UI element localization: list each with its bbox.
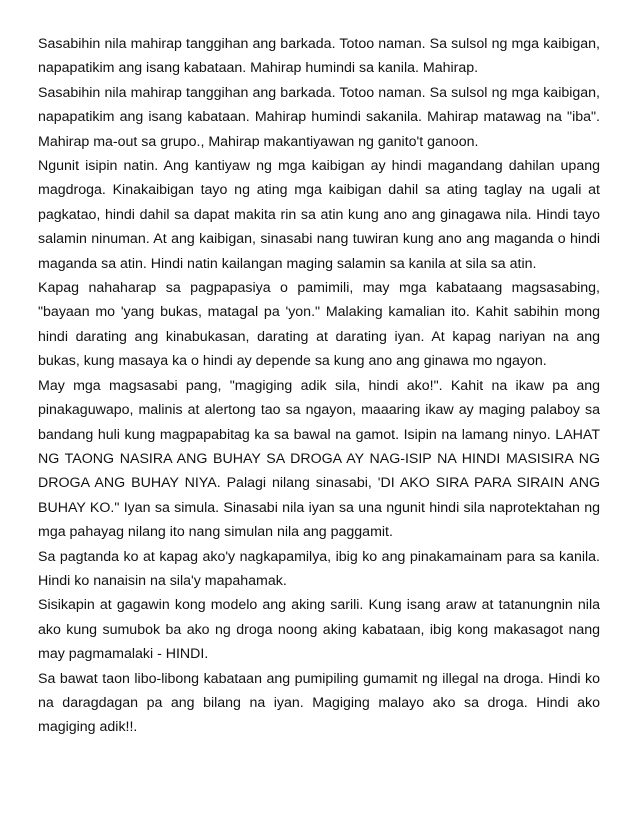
paragraph-6: Sa pagtanda ko at kapag ako'y nagkapamilya, ibig ko ang pinakamainam para sa kanila. Hindi ko nanaisin na sila'y mapahamak. [38, 548, 600, 589]
paragraph-3: Ngunit isipin natin. Ang kantiyaw ng mga kaibigan ay hindi magandang dahilan upang magdroga. Kinakaibigan tayo ng ating mga kaibigan dahil sa ating taglay na ugali at pagkatao, hindi dahil sa dapat makita rin sa atin kung ano ang ginagawa nila. Hindi tayo salamin ninuman. At ang kaibigan, sinasabi nang tuwiran kung ano ang maganda o hindi maganda sa atin. Hindi natin kailangan maging salamin sa kanila at sila sa atin. [38, 158, 600, 272]
paragraph-4: Kapag nahaharap sa pagpapasiya o pamimili, may mga kabataang magsasabing, "bayaan mo 'yang bukas, matagal pa 'yon." Malaking kamalian ito. Kahit sabihin mong hindi darating ang kinabukasan, darating at darating iyan. At kapag nariyan na ang bukas, kung masaya ka o hindi ay depende sa kung ano ang ginawa mo ngayon. [38, 280, 600, 370]
paragraph-5: May mga magsasabi pang, "magiging adik sila, hindi ako!". Kahit na ikaw pa ang pinakaguwapo, malinis at alertong tao sa ngayon, maaaring ikaw ay maging palaboy sa bandang huli kung magpapabitag ka sa bawal na gamot. Isipin na lamang ninyo. LAHAT NG TAONG NASIRA ANG BUHAY SA DROGA AY NAG-ISIP NA HINDI MASISIRA NG DROGA ANG BUHAY NIYA. Palagi nilang sinasabi, 'DI AKO SIRA PARA SIRAIN ANG BUHAY KO." Iyan sa simula. Sinasabi nila iyan sa una ngunit hindi sila naprotektahan ng mga pahayag nilang ito nang simulan nila ang paggamit. [38, 377, 600, 541]
paragraph-7: Sisikapin at gagawin kong modelo ang aking sarili. Kung isang araw at tatanungnin nila ako kung sumubok ba ako ng droga noong aking kabataan, ibig kong makasagot nang may pagmamalaki - HINDI. [38, 597, 600, 663]
paragraph-1: Sasabihin nila mahirap tanggihan ang barkada. Totoo naman. Sa sulsol ng mga kaibigan, napapatikim ang isang kabataan. Mahirap humindi sa kanila. Mahirap. [38, 36, 600, 77]
document-page [38, 32, 600, 740]
paragraph-8: Sa bawat taon libo-libong kabataan ang pumipiling gumamit ng illegal na droga. Hindi ko na daragdagan pa ang bilang na iyan. Magiging malayo ako sa droga. Hindi ako magiging adik!!. [38, 670, 600, 736]
paragraph-2: Sasabihin nila mahirap tanggihan ang barkada. Totoo naman. Sa sulsol ng mga kaibigan, napapatikim ang isang kabataan. Mahirap humindi sakanila. Mahirap matawag na "iba". Mahirap ma-out sa grupo., Mahirap makantiyawan ng ganito't ganoon. [38, 84, 600, 150]
